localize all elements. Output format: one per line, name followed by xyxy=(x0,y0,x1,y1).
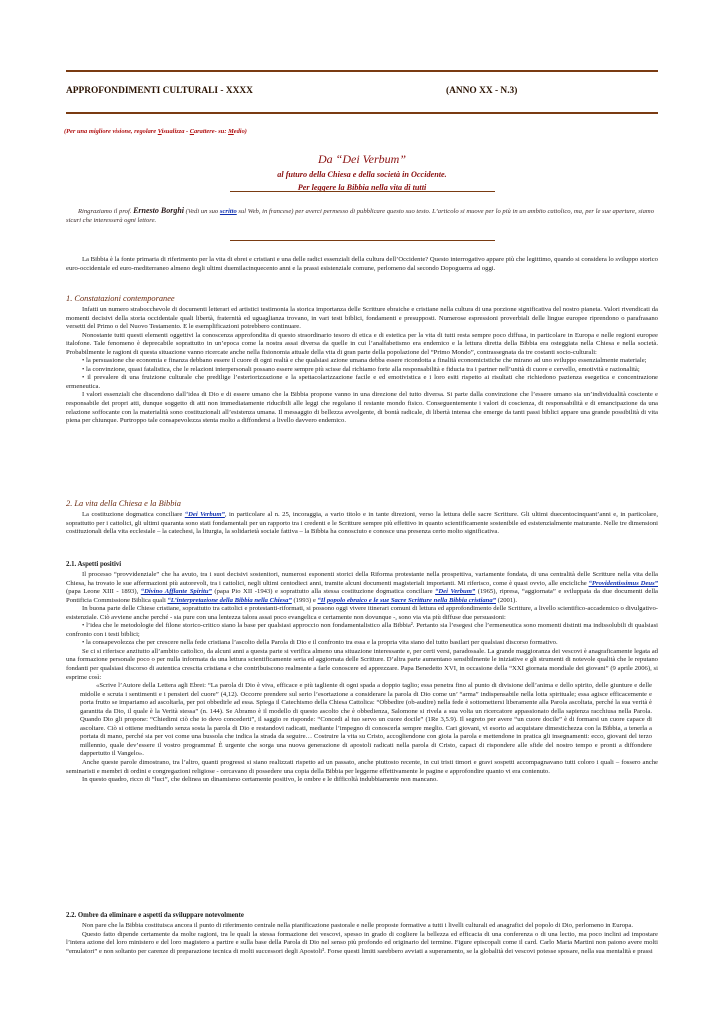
viewing-tip: (Per una migliore visione, regolare Visualizza - Carattere- su: Medio) xyxy=(64,128,247,135)
papal-quote: «Scrive l’Autore della Lettera agli Ebrei: “La parola di Dio è viva, efficace e più tagliente di ogni spada a doppio taglio; essa penetra fino al punto di divisione dell’anima e dello spirito, delle giunture e delle midolle e scruta i sentimenti e i pensieri del cuore” (4,12). Occorre prendere sul serio l’esortazione a considerare la parola di Dio come un’ “arma” indispensabile nella lotta spirituale; essa agisce efficacemente e porta frutto se impariamo ad ascoltarla, per poi obbedirle ad essa. Spiega il Catechismo della Chiesa Cattolica: “Obbedire (ob-audire) nella fede è sottomettersi liberamente alla Parola ascoltata, perché la sua verità è garantita da Dio, il quale è la Verità stessa” (n. 144). Se Abramo è il modello di questo ascolto che è obbedienza, Salomone si rivela a sua volta un ricercatore appassionato della sapienza racchiusa nella Parola. Quando Dio gli propone: “Chiedimi ciò che io devo concederti”, il saggio re risponde: “Concedi al tuo servo un cuore docile” (1Re 3,5.9). Il segreto per avere “un cuore docile” è di formarsi un cuore capace di ascoltare. Ciò si ottiene meditando senza sosta la parola di Dio e restandovi radicati, mediante l’impegno di conoscerla sempre meglio. Cari giovani, vi esorto ad acquistare dimestichezza con la Bibbia, a tenerla a portata di mano, perché sia per voi come una bussola che indica la strada da seguire… Costruire la vita su Cristo, accogliendone con gioia la parola e mettendone in pratica gli insegnamenti: ecco, giovani del terzo millennio, quale dev’essere il vostro programma! È urgente che sorga una nuova generazione di apostoli radicati nella parola di Cristo, capaci di rispondere alle sfide del nostro tempo e pronti a diffondere dappertutto il Vangelo». xyxy=(80,682,652,758)
issue-number: (ANNO XX - N.3) xyxy=(446,86,518,96)
article-title xyxy=(0,152,724,193)
subsection-2-1-body: Il processo “provvidenziale” che ha avuto, tra i suoi decisivi sostenitori, numerosi esponenti storici della Riforma protestante nella prospettiva, variamente fondata, di una centralità delle Scritture nella vita della Chiesa, ha trovato le sue affermazioni più autorevoli, tra i cattolici, negli ultimi centodieci anni, tramite alcuni documenti magisteriali importanti. Mi riferisco, come è quasi ovvio, alle encicliche “Providentissimus Deus” (papa Leone XIII - 1893), “Divino Afflante Spiritu” (papa Pio XII -1943) e soprattutto alla stessa costituzione dogmatica conciliare “Dei Verbum” (1965), ripresa, “aggiornata” e sviluppata da due documenti della Pontificia Commissione Biblica quali “L’interpretazione della Bibbia nella Chiesa” (1993) e “Il popolo ebraico e le sue Sacre Scritture nella Bibbia cristiana” (2001). In buona parte delle Chiese cristiane, soprattutto tra cattolici e protestanti-riformati, si possono oggi vivere itinerari comuni di lettura ed approfondimento delle Scritture, a livello scientifico-accademico o divulgativo-esistenziale. Ciò avviene anche perché - sia pure con una lentezza talora assai poco evangelica e certamente non dovunque -, sono via via più diffuse due persuasioni: • l’idea che le metodologie del filone storico-critico siano la base per qualsiasi approccio non fondamentalistico alla Bibbia². Pertanto sia l’esegesi che l’ermeneutica sono momenti distinti ma indissolubili di qualsiasi confronto con i testi biblici; • la consapevolezza che per crescere nella fede cristiana l’ascolto della Parola di Dio e il confronto tra essa e la propria vita siano del tutto basilari per qualsiasi discorso formativo. Se ci si riferisce anzitutto all’ambito cattolico, da alcuni anni a questa parte si verifica almeno una situazione interessante e, per certi versi, paradossale. La grande maggioranza dei vescovi è anagraficamente legata ad una formazione personale poco o per nulla informata da una lettura scientificamente seria ed aggiornata delle Scritture. D’altra parte aumentano sensibilmente le iniziative e gli strumenti di notevole qualità che le reputano fondanti per qualsiasi discorso di autentica crescita cristiana e che contribuiscono realmente a farle conoscere ed apprezzare. Papa Benedetto XVI, in occasione della “XXI giornata mondiale dei giovani” (9 aprile 2006), si esprime così: «Scrive l’Autore della Lettera agli Ebrei: “La parola di Dio è viva, efficace e più tagliente di ogni spada a doppio taglio; essa penetra fino al punto di divisione dell’anima e dello spirito, delle giunture e delle midolle e scruta i sentimenti e i pensieri del cuore” (4,12). Occorre prendere sul serio l’esortazione a considerare la parola di Dio come un’ “arma” indispensabile nella lotta spirituale; essa agisce efficacemente e porta frutto se impariamo ad ascoltarla, per poi obbedirle ad essa. Spiega il Catechismo della Chiesa Cattolica: “Obbedire (ob-audire) nella fede è sottomettersi liberamente alla Parola ascoltata, perché la sua verità è garantita da Dio, il quale è la Verità stessa” (n. 144). Se Abramo è il modello di questo ascolto che è obbedienza, Salomone si rivela a sua volta un ricercatore appassionato della sapienza racchiusa nella Parola. Quando Dio gli propone: “Chiedimi ciò che io devo concederti”, il saggio re risponde: “Concedi al tuo servo un cuore docile” (1Re 3,5.9). Il segreto per avere “un cuore docile” è di formarsi un cuore capace di ascoltare. Ciò si ottiene meditando senza sosta la parola di Dio e restandovi radicati, mediante l’impegno di conoscerla sempre meglio. Cari giovani, vi esorto ad acquistare dimestichezza con la Bibbia, a tenerla a portata di mano, perché sia per voi come una bussola che indica la strada da seguire… Costruire la vita su Cristo, accogliendone con gioia la parola e mettendone in pratica gli insegnamenti: ecco, giovani del terzo millennio, quale dev’essere il vostro programma! È urgente che sorga una nuova generazione di apostoli radicati nella parola di Cristo, capaci di rispondere alle sfide del nostro tempo e pronti a diffondere dappertutto il Vangelo». Anche queste parole dimostrano, tra l’altro, quanti progressi si siano realizzati rispetto ad un passato, anche piuttosto recente, in cui tristi timori e gravi sospetti accompagnavano tutti coloro i quali – fossero anche seminaristi e membri di ordini e congregazioni religiose - cercavano di possedere una copia della Bibbia per leggerne effettivamente le pagine e approfondire quanto vi era contenuto. In questo quadro, ricco di “luci”, che delinea un dinamismo certamente positivo, le ombre e le difficoltà indubbiamente non mancano. xyxy=(66,571,659,784)
title-subtitle-2: Per leggere la Bibbia nella vita di tutti xyxy=(297,183,427,192)
section-2-heading: 2. La vita della Chiesa e la Bibbia xyxy=(66,499,181,508)
subsection-2-2-heading: 2.2. Ombre da eliminare e aspetti da sviluppare notevolmente xyxy=(66,912,244,919)
popolo-ebraico-link[interactable]: “Il popolo ebraico e le sue Sacre Scritture nella Bibbia cristiana” xyxy=(317,596,496,604)
providentissimus-link[interactable]: “Providentissimus Deus” xyxy=(588,579,658,587)
acknowledgement: Ringraziamo il prof. Ernesto Borghi (Vedi un suo scritto sul Web, in francese) per averci permesso di pubblicare questo suo testo. L’articolo si muove per lo più in un ambito cattolico, ma, per le sue aperture, siamo sicuri che interesserà ogni lettore. xyxy=(66,206,654,225)
section-1-heading: 1. Constatazioni contemporanee xyxy=(66,294,175,303)
title-subtitle-1: al futuro della Chiesa e della società in Occidente. xyxy=(277,170,447,179)
subsection-2-2-body: Non pare che la Bibbia costituisca ancora il punto di riferimento centrale nella pianificazione pastorale e nelle proposte formative a tutti i livelli culturali ed anagrafici del popolo di Dio, perlomeno in Europa. Questo fatto dipende certamente da molte ragioni, tra le quali la stessa formazione dei vescovi, spesso in grado di cogliere la bellezza ed efficacia di una conferenza o di una lectio, ma poco inclini ad impostare l’intera azione del loro ministero e del loro magistero a partire e sulla base della Parola di Dio nel senso più profondo ed originario del termine. Figure episcopali come il card. Carlo Maria Martini non paiono avere molti “emulatori” e non soltanto per carenze di preparazione tecnica di molti successori degli Apostoli³. Forse questi limiti sarebbero avviati a superamento, se la globalità dei vescovi potesse sposare, nella sua mentalità e prassi xyxy=(66,922,658,955)
intro-paragraph: La Bibbia è la fonte primaria di riferimento per la vita di ebrei e cristiani e una delle radici essenziali della cultura dell’Occidente? Questo interrogativo appare più che legittimo, quando si considera lo sviluppo storico euro-occidentale ed euro-mediterraneo almeno degli ultimi duemilacinquecento anni e la prassi esistenziale comune, perlomeno dal secondo Dopoguerra ad oggi. xyxy=(66,256,658,272)
series-title: APPROFONDIMENTI CULTURALI - XXXX xyxy=(66,86,253,96)
author-name: Ernesto Borghi xyxy=(133,206,184,215)
interpretazione-link[interactable]: “L’interpretazione della Bibbia nella Chiesa” xyxy=(167,596,292,604)
section-1-body: Infatti un numero strabocchevole di documenti letterari ed artistici testimonia la storica importanza delle Scritture ebraiche e cristiane nella cultura di una porzione significativa del nostro pianeta. Valori rivendicati da momenti decisivi della storia occidentale quali libertà, fraternità ed uguaglianza trovano, in vari testi biblici, fondamenti e presupposti. Numerose espressioni proverbiali delle lingue europee riprendono o parafrasano versetti del Primo o del Nuovo Testamento. E le esemplificazioni potrebbero continuare. Nonostante tutti questi elementi oggettivi la conoscenza approfondita di questo straordinario tesoro di etica e di estetica per la vita di tutti resta sempre poco diffusa, in particolare in Europa e nelle regioni europee italofone. Tale fenomeno è deprecabile soprattutto in un’epoca come la nostra assai diversa da quelle in cui l’analfabetismo era endemico e la lettura diretta della Bibbia era osteggiata nella Chiesa e nella società. Probabilmente le ragioni di questa situazione vanno ricercate anche nella fisionomia attuale della vita di gran parte della popolazione del “Primo Mondo”, contrassegnata da tre costanti socio-culturali: • la persuasione che economia e finanza debbano essere il cuore di ogni realtà e che qualsiasi azione umana debba essere ricondotta a finalità economicistiche che mirano ad uno sviluppo essenzialmente materiale; • la convinzione, quasi fatalistica, che le relazioni interpersonali possano essere sempre più scisse dal richiamo forte alla responsabilità e fiducia tra i partner nell’unità di cuore e cervello, emotività e razionalità; • il prevalere di una fruizione culturale che predilige l’esteriorizzazione e la spettacolarizzazione facile e ed emotivistica e i loro esiti rispetto ai risultati che richiedono pazienza esegetica e concentrazione ermeneutica. I valori essenziali che discendono dall’idea di Dio e di essere umano che la Bibbia propone vanno in una direzione del tutto diversa. Si parte dalla convinzione che l’essere umano sia un’individualità cosciente e responsabile dei propri atti, dunque soggetto di atti non immediatamente riducibili alle leggi che regolano il restante mondo fisico. Conseguentemente i valori di coscienza, di responsabilità e di emancipazione da una relazione soffocante con la materialità sono costituzionali all’esistenza umana. Il messaggio di bellezza avvolgente, di bontà radicale, di libertà intensa che emerge da tanti passi biblici appare una grande possibilità di vita piena per chiunque. Purtroppo tale consapevolezza stenta molto a diffondersi a livello davvero endemico. xyxy=(66,306,658,425)
header-rule xyxy=(66,112,658,114)
subsection-2-1-heading: 2.1. Aspetti positivi xyxy=(66,561,122,568)
title-rule xyxy=(230,191,495,192)
author-link[interactable]: scritto xyxy=(219,208,237,215)
section-2-body: La costituzione dogmatica conciliare “Dei Verbum”, in particolare al n. 25, incoraggia, a vario titolo e in tante direzioni, verso la lettura delle sacre Scritture. Gli ultimi duecentocinquant’anni e, in particolare, soprattutto per i cattolici, gli ultimi quaranta sono stati fondamentali per un rapporto tra i credenti e le Scritture sempre più effettivo in quanto scientificamente sostenibile ed esistenzialmente maturante. Nelle tre dimensioni costituzionali della vita ecclesiale – la catechesi, la liturgia, la solidarietà sociale fattiva – la Bibbia ha conosciuto e conosce una presenza certo molto significativa. xyxy=(66,511,658,536)
ack-rule xyxy=(230,240,495,241)
dei-verbum-link[interactable]: “Dei Verbum” xyxy=(184,511,225,518)
dei-verbum-link-2[interactable]: “Dei Verbum” xyxy=(435,588,476,596)
divino-afflante-link[interactable]: “Divino Afflante Spiritu” xyxy=(140,588,212,596)
top-rule xyxy=(66,70,658,72)
title-main: Da “Dei Verbum” xyxy=(317,152,406,166)
